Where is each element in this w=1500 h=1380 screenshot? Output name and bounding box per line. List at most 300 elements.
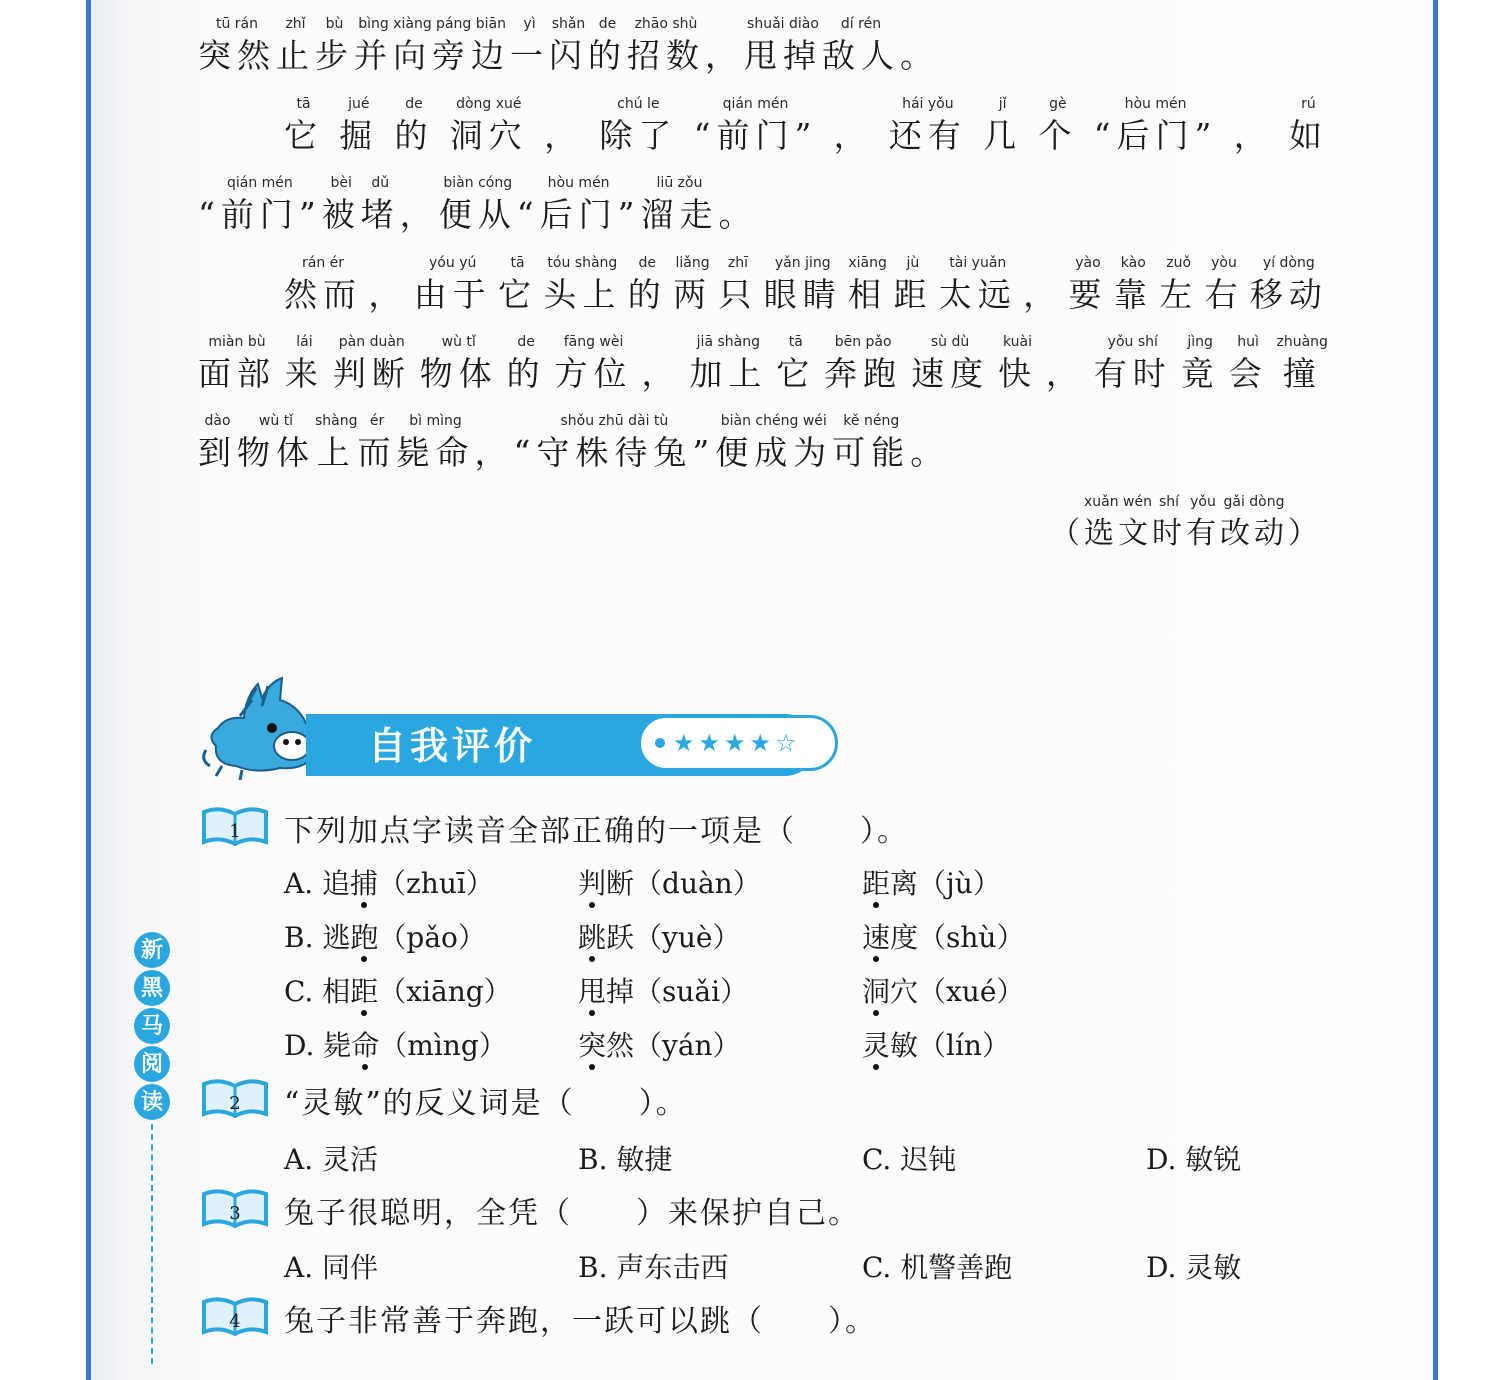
hanzi: 便从 — [438, 195, 517, 234]
question-text: 兔子很聪明，全凭（ ）来保护自己。 — [284, 1196, 860, 1231]
pinyin-word — [705, 14, 744, 78]
pinyin: tài yuǎn — [949, 255, 1007, 271]
pinyin: shí — [1158, 494, 1180, 510]
hanzi: 物体 — [419, 354, 498, 393]
hanzi: 的 — [394, 116, 434, 155]
pinyin-word — [339, 94, 378, 158]
pinyin: liū zǒu — [656, 175, 703, 191]
q1-option-cell — [862, 916, 1024, 956]
dotted-character: 突 — [578, 1029, 607, 1062]
pinyin: dào — [204, 413, 231, 429]
side-title-char: 读 — [134, 1084, 170, 1120]
hanzi: 方位 — [554, 354, 633, 393]
pinyin-word — [893, 253, 932, 317]
hanzi: 的 — [506, 354, 546, 393]
dotted-character: 速 — [862, 921, 891, 954]
hanzi: 甩掉 — [744, 36, 822, 75]
hanzi: 。 — [718, 195, 758, 234]
pinyin: kào — [1120, 255, 1146, 271]
pinyin-word — [397, 411, 475, 475]
pinyin: jiā shàng — [696, 334, 760, 350]
pinyin: tóu shàng — [547, 255, 618, 271]
q2-options — [284, 1138, 1334, 1186]
option-reading: （pǎo） — [378, 921, 486, 954]
option-reading: 离（jù） — [890, 867, 1001, 900]
open-book-number-icon — [200, 1076, 270, 1124]
option-reading: （zhuī） — [378, 867, 494, 900]
hanzi: （ — [1050, 516, 1084, 551]
svg-text:4: 4 — [229, 1311, 241, 1332]
q1-option-row — [284, 970, 1334, 1018]
question-1 — [200, 804, 909, 852]
pinyin-word — [910, 411, 949, 475]
pinyin-word — [1159, 253, 1198, 317]
svg-text:1: 1 — [229, 821, 241, 842]
pinyin-word — [1023, 253, 1062, 317]
pinyin: shǎn — [551, 16, 586, 32]
pinyin: bēn pǎo — [834, 334, 892, 350]
pinyin: xiàng — [393, 16, 432, 32]
pinyin: xuǎn wén — [1084, 494, 1152, 510]
pinyin: dòng xué — [456, 96, 522, 112]
hanzi: ， — [705, 36, 744, 75]
q1-option-cell[interactable] — [284, 916, 486, 956]
hanzi: 可能 — [832, 433, 911, 472]
pinyin: hòu mén — [547, 175, 610, 191]
hanzi: 两 — [673, 275, 713, 314]
pinyin-word — [1050, 492, 1084, 556]
option-b[interactable]: B. 声东击西 — [578, 1251, 729, 1284]
q1-option-cell[interactable] — [284, 862, 494, 902]
option-prefix: D. 毙 — [284, 1029, 352, 1062]
pinyin: tā — [296, 96, 311, 112]
pinyin-word — [514, 411, 716, 475]
hanzi: ， — [1023, 275, 1063, 314]
pinyin: wù tǐ — [258, 413, 294, 429]
pinyin: tū rán — [215, 16, 259, 32]
open-book-number-icon — [200, 1294, 270, 1342]
passage-line — [198, 253, 1328, 317]
pinyin: zhǐ — [285, 16, 306, 32]
pinyin-word — [285, 332, 324, 396]
option-prefix: B. 逃 — [284, 921, 351, 954]
q1-option-cell — [578, 916, 740, 956]
option-d[interactable]: D. 敏锐 — [1146, 1143, 1242, 1176]
hanzi: 步 — [315, 36, 354, 75]
pinyin: gè — [1049, 96, 1067, 112]
option-prefix: A. 追 — [284, 867, 351, 900]
pinyin: jué — [348, 96, 370, 112]
pinyin: sù dù — [930, 334, 970, 350]
pinyin-word — [1289, 94, 1328, 158]
pinyin: biàn chéng wéi — [720, 413, 827, 429]
q1-option-cell[interactable] — [284, 970, 512, 1010]
pinyin: de — [598, 16, 617, 32]
pinyin-word — [848, 253, 887, 317]
pinyin-word — [1084, 492, 1152, 556]
pinyin: yì — [523, 16, 536, 32]
hanzi: 如 — [1288, 116, 1328, 155]
pinyin: qián mén — [722, 96, 789, 112]
pinyin-word — [998, 332, 1037, 396]
star-rating — [638, 715, 838, 771]
hanzi: ） — [1288, 516, 1322, 551]
pinyin-word — [198, 332, 276, 396]
hanzi: 闪 — [549, 36, 588, 75]
option-reading: （xiāng） — [378, 975, 512, 1008]
dotted-character: 距 — [350, 975, 379, 1008]
option-reading: 敏（lín） — [890, 1029, 1010, 1062]
dotted-character: 判 — [578, 867, 607, 900]
option-c[interactable]: C. 迟钝 — [862, 1143, 957, 1176]
hanzi: “守株待兔” — [513, 433, 716, 472]
hanzi: 选文 — [1084, 516, 1152, 551]
hanzi: 靠 — [1113, 275, 1153, 314]
hanzi: 会 — [1228, 354, 1268, 393]
hanzi: 旁边 — [432, 36, 510, 75]
pinyin: liǎng — [675, 255, 710, 271]
hanzi: 移动 — [1249, 275, 1328, 314]
pinyin: yǒu — [1190, 494, 1216, 510]
pinyin: zhāo shù — [634, 16, 698, 32]
pinyin-word — [1152, 492, 1186, 556]
rating-stars: ★★★★☆ — [673, 729, 801, 757]
dotted-character: 跳 — [578, 921, 607, 954]
hanzi: 快 — [997, 354, 1037, 393]
pinyin-word — [276, 14, 315, 78]
pinyin: dí rén — [840, 16, 882, 32]
pinyin: de — [517, 334, 535, 350]
hanzi: 只 — [718, 275, 758, 314]
dotted-character: 命 — [351, 1029, 380, 1062]
hanzi: 一 — [510, 36, 549, 75]
pinyin: shàng — [315, 413, 358, 429]
q3-options — [284, 1246, 1334, 1294]
pinyin: lái — [296, 334, 313, 350]
hanzi: 判断 — [332, 354, 411, 393]
pinyin-word — [322, 173, 361, 237]
hanzi: 向 — [393, 36, 432, 75]
hanzi: 物体 — [237, 433, 315, 472]
hanzi: ， — [474, 433, 514, 472]
pinyin: yǎn jing — [774, 255, 831, 271]
q1-option-row — [284, 862, 1334, 910]
hanzi: 还有 — [888, 116, 967, 155]
pinyin-word — [284, 253, 362, 317]
hanzi: ， — [1233, 116, 1273, 155]
pinyin: wù tǐ — [441, 334, 476, 350]
q1-option-cell[interactable] — [284, 1024, 507, 1064]
question-2 — [200, 1076, 688, 1124]
pinyin: de — [638, 255, 656, 271]
passage-line — [198, 94, 1328, 158]
pinyin-word — [555, 332, 633, 396]
pinyin-word — [315, 411, 358, 475]
pinyin-word — [507, 332, 546, 396]
pinyin-word — [1094, 332, 1172, 396]
pinyin-word — [588, 14, 627, 78]
hanzi: 速度 — [911, 354, 990, 393]
hanzi: 到 — [198, 433, 237, 472]
hanzi: 竟 — [1180, 354, 1220, 393]
pinyin-word — [627, 14, 705, 78]
pinyin-word — [315, 14, 354, 78]
pinyin: yòu — [1211, 255, 1237, 271]
hanzi: 。 — [910, 433, 950, 472]
pinyin: zhuàng — [1276, 334, 1328, 350]
pinyin-word — [824, 332, 902, 396]
hanzi: 距 — [893, 275, 933, 314]
pinyin-word — [1046, 332, 1085, 396]
hanzi: ， — [833, 116, 873, 155]
hanzi: 要 — [1068, 275, 1108, 314]
option-c[interactable]: C. 机警善跑 — [862, 1251, 1013, 1284]
pinyin: miàn bù — [208, 334, 266, 350]
pinyin-word — [744, 14, 822, 78]
hanzi: 然而 — [284, 275, 362, 314]
option-reading: 度（shù） — [890, 921, 1025, 954]
hanzi: 加上 — [689, 354, 768, 393]
pinyin: bìng — [358, 16, 389, 32]
side-title-char: 阅 — [134, 1046, 170, 1082]
q1-option-cell — [862, 970, 1024, 1010]
hanzi: 溜走 — [640, 195, 719, 234]
pinyin: jǐ — [998, 96, 1007, 112]
pinyin-word — [832, 411, 910, 475]
pinyin-word — [237, 411, 315, 475]
pinyin-word — [764, 253, 842, 317]
pinyin-word — [432, 14, 510, 78]
pinyin-word — [599, 94, 677, 158]
hanzi: ， — [544, 116, 584, 155]
dotted-character: 距 — [862, 867, 891, 900]
hanzi: 上 — [316, 433, 356, 472]
pinyin: huì — [1237, 334, 1259, 350]
option-reading: 穴（xué） — [890, 975, 1025, 1008]
pinyin-word — [1288, 492, 1322, 556]
pinyin: hòu mén — [1124, 96, 1187, 112]
pinyin: fāng wèi — [563, 334, 624, 350]
pinyin-word — [1186, 492, 1220, 556]
hanzi: 敌人 — [822, 36, 900, 75]
question-text: “灵敏”的反义词是（ ）。 — [284, 1086, 688, 1121]
pinyin: yí dòng — [1262, 255, 1315, 271]
hanzi: 面部 — [198, 354, 276, 393]
pinyin-word — [822, 14, 900, 78]
hanzi: 时 — [1152, 516, 1186, 551]
option-d[interactable]: D. 灵敏 — [1146, 1251, 1242, 1284]
pinyin: tā — [510, 255, 525, 271]
pinyin-word — [439, 173, 517, 237]
pinyin-word — [715, 411, 832, 475]
pinyin-word — [1094, 94, 1218, 158]
attribution — [1050, 492, 1322, 556]
pinyin-word — [834, 94, 873, 158]
open-book-number-icon — [200, 804, 270, 852]
pinyin: bèi — [330, 175, 352, 191]
pinyin-word — [544, 94, 583, 158]
option-b[interactable]: B. 敏捷 — [578, 1143, 673, 1176]
pinyin: shuǎi diào — [747, 16, 819, 32]
pinyin: bù — [325, 16, 344, 32]
pinyin-word — [517, 173, 641, 237]
rating-dot-icon — [655, 738, 665, 748]
dotted-character: 洞 — [862, 975, 891, 1008]
pinyin: gǎi dòng — [1223, 494, 1285, 510]
connector-dot — [588, 736, 601, 749]
option-reading: 断（duàn） — [606, 867, 761, 900]
pinyin-word — [400, 173, 439, 237]
pinyin: kě néng — [843, 413, 900, 429]
pinyin-word — [694, 94, 818, 158]
hanzi: 它 — [284, 116, 323, 155]
pinyin-word — [498, 253, 537, 317]
passage-line — [198, 332, 1328, 396]
option-reading: 然（yán） — [606, 1029, 741, 1062]
passage-line — [198, 14, 1328, 78]
hanzi: “后门” — [1093, 116, 1218, 155]
pinyin-word — [641, 332, 680, 396]
hanzi: ， — [368, 275, 408, 314]
pinyin: tā — [788, 334, 803, 350]
pinyin-word — [198, 411, 237, 475]
side-title-char: 马 — [134, 1008, 170, 1044]
q1-option-row — [284, 916, 1334, 964]
hanzi: 有时 — [1093, 354, 1172, 393]
hanzi: ， — [1045, 354, 1085, 393]
pinyin-word — [911, 332, 989, 396]
q1-option-cell — [578, 970, 748, 1010]
hanzi: ， — [641, 354, 681, 393]
pinyin-word — [1250, 253, 1328, 317]
pinyin-word — [420, 332, 498, 396]
question-text: 下列加点字读音全部正确的一项是（ ）。 — [284, 814, 909, 849]
pinyin-word — [719, 173, 758, 237]
pinyin: bì mìng — [409, 413, 462, 429]
side-title-char: 黑 — [134, 970, 170, 1006]
pinyin: shǒu zhū dài tù — [560, 413, 669, 429]
pinyin-word — [1277, 332, 1328, 396]
pinyin-word — [450, 94, 528, 158]
hanzi: 由于 — [413, 275, 492, 314]
svg-text:2: 2 — [229, 1093, 241, 1114]
pinyin-word — [1229, 332, 1268, 396]
hanzi: 而 — [357, 433, 397, 472]
pinyin-word — [549, 14, 588, 78]
pinyin: rán ér — [301, 255, 345, 271]
pinyin-word — [983, 94, 1022, 158]
pinyin-word — [361, 173, 400, 237]
passage-line — [198, 411, 1328, 475]
hanzi: 的 — [627, 275, 667, 314]
pinyin: kuài — [1002, 334, 1032, 350]
hanzi: 突然 — [198, 36, 276, 75]
option-prefix: C. 相 — [284, 975, 351, 1008]
hanzi: 便成为 — [715, 433, 833, 472]
pinyin-word — [889, 94, 967, 158]
pinyin-word — [628, 253, 667, 317]
hanzi: 洞穴 — [449, 116, 528, 155]
hanzi: 左 — [1159, 275, 1199, 314]
q1-option-cell — [862, 1024, 1010, 1064]
hanzi: 止 — [276, 36, 315, 75]
pinyin: jìng — [1187, 334, 1213, 350]
pinyin: dǔ — [371, 175, 390, 191]
option-a[interactable]: A. 同伴 — [284, 1251, 379, 1284]
pinyin-word — [1205, 253, 1244, 317]
pinyin: yǒu shí — [1107, 334, 1158, 350]
hanzi: 几 — [983, 116, 1023, 155]
hanzi: 来 — [284, 354, 324, 393]
pinyin-word — [1068, 253, 1107, 317]
hanzi: 头上 — [543, 275, 622, 314]
hanzi: 除了 — [599, 116, 678, 155]
hanzi: 并 — [354, 36, 393, 75]
side-title-char: 新 — [134, 932, 170, 968]
hanzi: 毙命 — [396, 433, 475, 472]
option-a[interactable]: A. 灵活 — [284, 1143, 379, 1176]
pinyin: yóu yú — [429, 255, 477, 271]
hanzi: 的 — [588, 36, 627, 75]
pinyin-word — [354, 14, 393, 78]
hanzi: 奔跑 — [824, 354, 903, 393]
hanzi: 堵 — [360, 195, 400, 234]
side-dashed-line — [151, 1124, 153, 1364]
pinyin: zuǒ — [1166, 255, 1192, 271]
passage-line — [198, 173, 1328, 237]
hanzi: ， — [399, 195, 439, 234]
option-reading: 掉（suǎi） — [606, 975, 749, 1008]
hanzi: 有 — [1186, 516, 1220, 551]
pinyin-word — [939, 253, 1017, 317]
svg-text:3: 3 — [229, 1203, 241, 1224]
hanzi: 。 — [900, 36, 939, 75]
pinyin-word — [718, 253, 757, 317]
question-4 — [200, 1294, 877, 1342]
pinyin-word — [900, 14, 939, 78]
hanzi: 个 — [1038, 116, 1078, 155]
hanzi: “前门” — [198, 195, 322, 234]
pinyin-word — [333, 332, 411, 396]
q1-option-cell — [578, 1024, 741, 1064]
hanzi: “前门” — [693, 116, 818, 155]
pinyin: páng biān — [436, 16, 506, 32]
hanzi: 撞 — [1282, 354, 1322, 393]
pinyin-word — [1038, 94, 1077, 158]
pinyin-word — [395, 94, 434, 158]
question-3 — [200, 1186, 860, 1234]
hanzi: 相 — [848, 275, 888, 314]
pinyin-word — [641, 173, 719, 237]
pinyin-word — [776, 332, 815, 396]
pinyin-word — [543, 253, 621, 317]
hanzi: “后门” — [516, 195, 641, 234]
pinyin-word — [198, 14, 276, 78]
pinyin-word — [393, 14, 432, 78]
pinyin: biàn cóng — [443, 175, 513, 191]
dotted-character: 捕 — [350, 867, 379, 900]
question-text: 兔子非常善于奔跑，一跃可以跳（ ）。 — [284, 1304, 877, 1339]
pinyin: ér — [369, 413, 385, 429]
pinyin: rú — [1301, 96, 1316, 112]
pinyin-word — [673, 253, 712, 317]
hanzi: 被 — [321, 195, 361, 234]
pinyin-word — [1114, 253, 1153, 317]
q1-option-cell — [578, 862, 761, 902]
q1-option-row — [284, 1024, 1334, 1072]
pinyin-word — [284, 94, 323, 158]
pinyin: xiāng — [848, 255, 887, 271]
